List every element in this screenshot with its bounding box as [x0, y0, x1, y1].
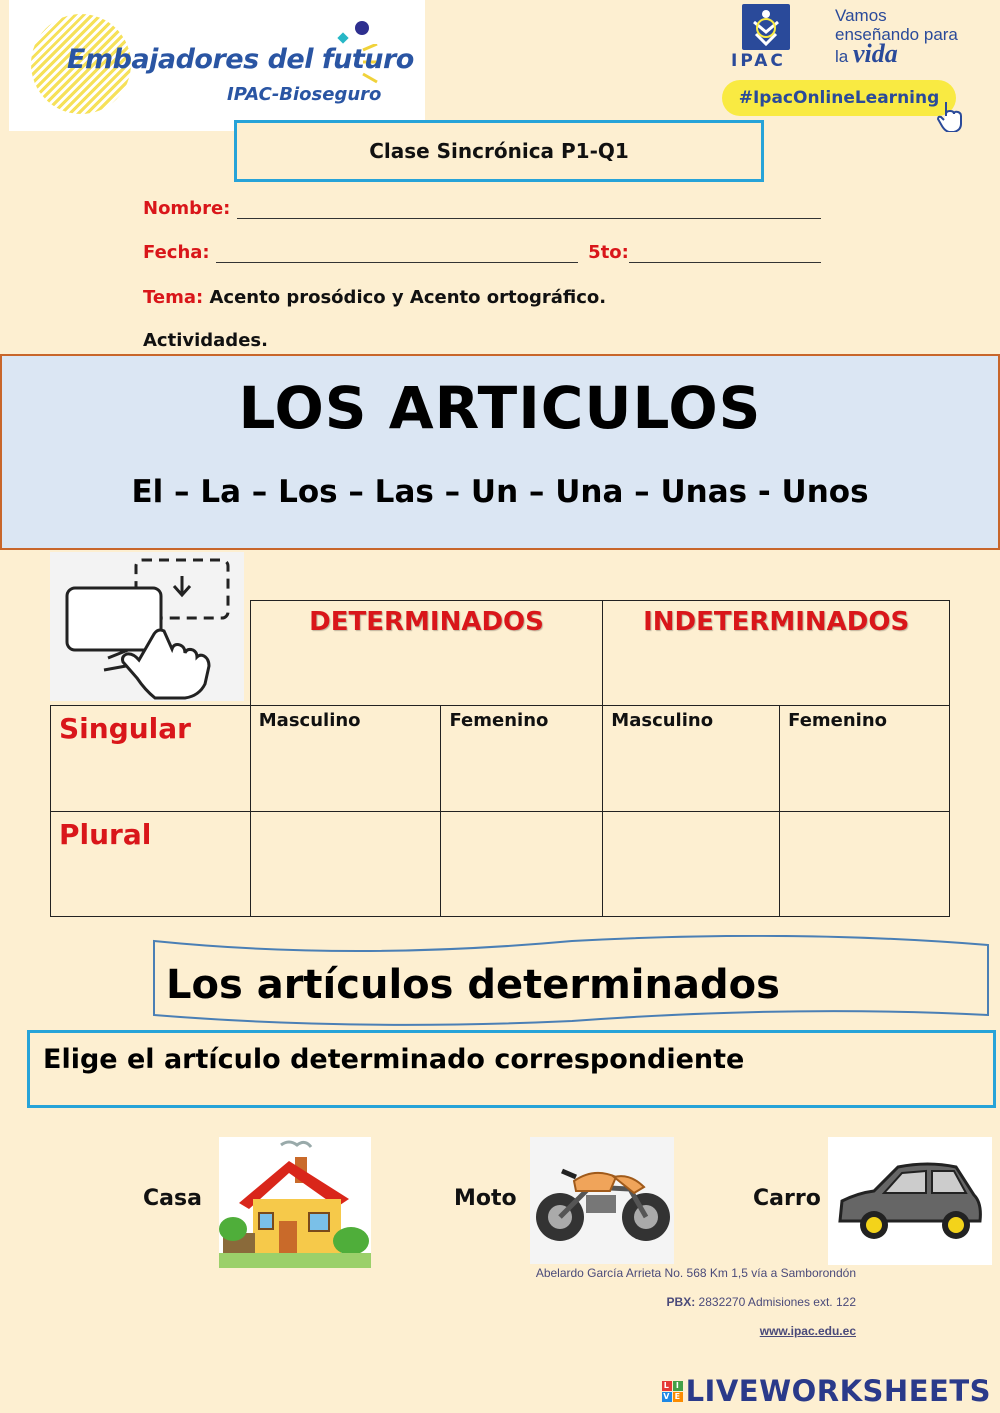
articles-table: [50, 600, 950, 917]
hashtag-badge: #IpacOnlineLearning: [722, 80, 956, 116]
cell-plural-ind-fem[interactable]: [780, 812, 950, 917]
pbx-value: 2832270 Admisiones ext. 122: [698, 1295, 856, 1309]
embajadores-logo: [9, 0, 425, 131]
grade-label: 5to:: [588, 242, 629, 263]
item-word-moto: Moto: [454, 1186, 517, 1211]
row-label-plural: Plural: [51, 812, 251, 917]
instruction-text: Elige el artículo determinado correspondiente: [43, 1044, 745, 1075]
tema-label: Tema:: [143, 287, 204, 308]
tagline-line3: la: [835, 47, 849, 66]
motorcycle-image: [530, 1137, 674, 1264]
liveworksheets-watermark: [662, 1374, 991, 1408]
item-word-carro: Carro: [753, 1186, 821, 1211]
actividades-label: Actividades.: [143, 330, 268, 351]
liveworksheets-logo-icon: L I V E: [662, 1381, 683, 1402]
watermark-text: LIVEWORKSHEETS: [685, 1374, 991, 1408]
ipac-emblem-icon: [742, 4, 790, 50]
banner-title: LOS ARTICULOS: [238, 374, 762, 442]
footer-pbx: [667, 1295, 856, 1309]
nombre-label: Nombre:: [143, 198, 231, 219]
car-image: [828, 1137, 992, 1265]
grade-field[interactable]: [629, 246, 821, 263]
fecha-row: [143, 242, 821, 263]
tema-value: Acento prosódico y Acento ortográfico.: [209, 287, 607, 308]
header-indeterminados: INDETERMINADOS: [603, 601, 950, 706]
tagline-vida: vida: [852, 39, 898, 68]
row-label-singular: Singular: [51, 706, 251, 812]
cell-plural-ind-masc[interactable]: [603, 812, 780, 917]
cell-singular-det-masc[interactable]: Masculino: [250, 706, 441, 812]
section-title: Los artículos determinados: [166, 962, 780, 1008]
fecha-field[interactable]: [216, 246, 578, 263]
tagline-line2: enseñando para: [835, 25, 958, 44]
nombre-field[interactable]: [237, 202, 821, 219]
tagline-line1: Vamos: [835, 6, 887, 25]
cell-singular-ind-masc[interactable]: Masculino: [603, 706, 780, 812]
nombre-row: [143, 198, 821, 219]
tema-row: [143, 287, 606, 308]
class-title: Clase Sincrónica P1-Q1: [369, 139, 629, 163]
diamond-icon: [337, 32, 348, 43]
item-word-casa: Casa: [143, 1186, 202, 1211]
brand-left-line1: Embajadores del futuro: [67, 44, 414, 75]
table-corner: [51, 601, 251, 706]
pbx-label: PBX:: [666, 1295, 696, 1309]
footer-website[interactable]: www.ipac.edu.ec: [759, 1324, 856, 1338]
pointer-hand-icon: [936, 100, 964, 138]
house-image: [219, 1137, 371, 1268]
ipac-wordmark: IPAC: [731, 51, 786, 71]
fecha-label: Fecha:: [143, 242, 210, 263]
cell-singular-det-fem[interactable]: Femenino: [441, 706, 603, 812]
footer-address: Abelardo García Arrieta No. 568 Km 1,5 vía a Samborondón: [535, 1266, 856, 1280]
cell-plural-det-masc[interactable]: [250, 812, 441, 917]
cell-plural-det-fem[interactable]: [441, 812, 603, 917]
banner-subtitle: El – La – Los – Las – Un – Una – Unas - Unos: [131, 474, 869, 510]
cell-singular-ind-fem[interactable]: Femenino: [780, 706, 950, 812]
brand-left-line2: IPAC-Bioseguro: [227, 84, 382, 105]
dot-icon: [355, 21, 369, 35]
table-row: [51, 812, 950, 917]
table-row: [51, 706, 950, 812]
header-determinados: DETERMINADOS: [250, 601, 603, 706]
class-title-box: [234, 120, 764, 182]
tagline: [835, 6, 958, 66]
